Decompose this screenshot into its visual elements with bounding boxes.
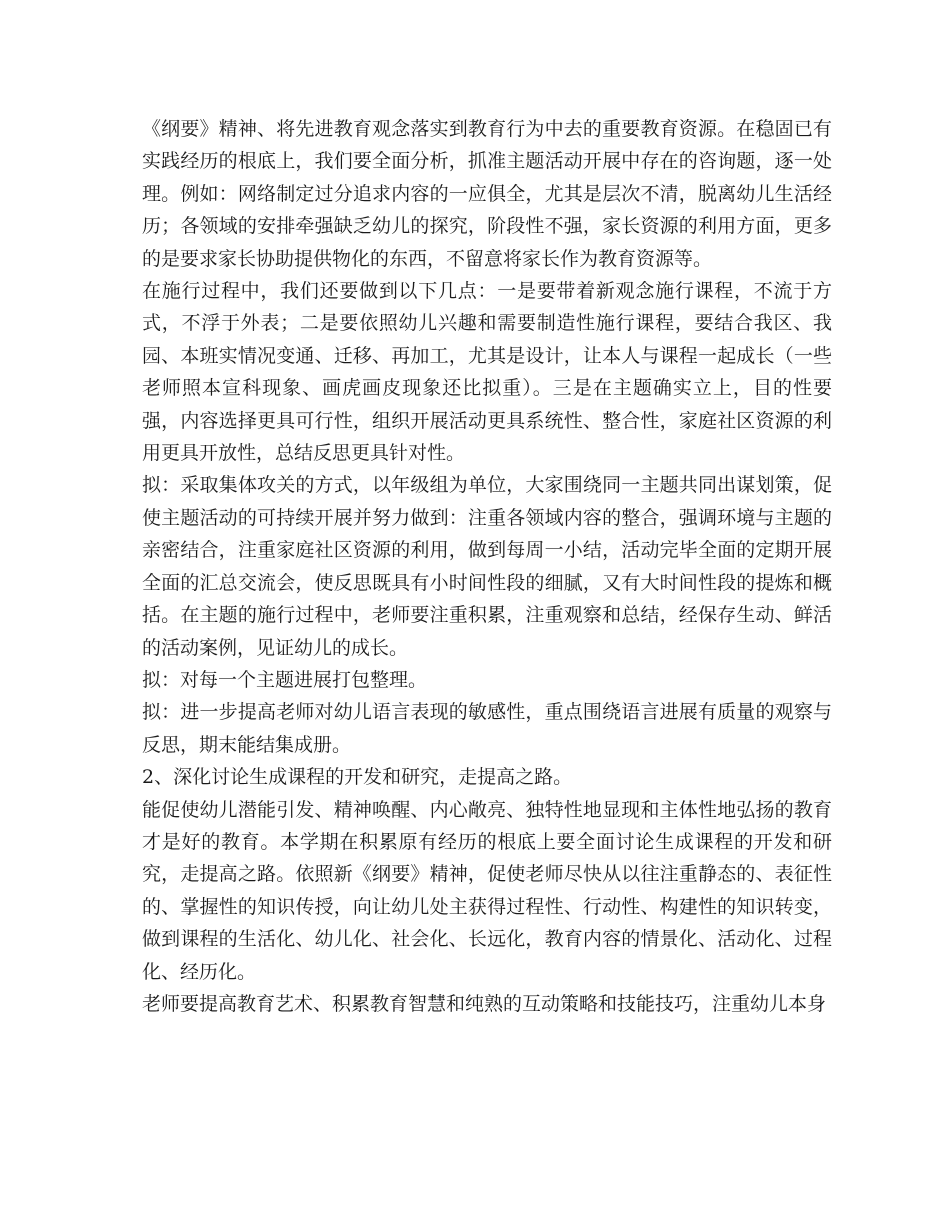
paragraph-implementation-points: 在施行过程中，我们还要做到以下几点：一是要带着新观念施行课程，不流于方式，不浮于外表；二是要依照幼儿兴趣和需要制造性施行课程，要结合我区、我园、本班实情况变通、迁移、再加工，尤其是设计，让本人与课程一起成长（一些老师照本宣科现象、画虎画皮现象还比拟重）。三是在主题确实立上，目的性要强，内容选择更具可行性，组织开展活动更具系统性、整合性，家庭社区资源的利用更具开放性，总结反思更具针对性。 [142, 280, 832, 465]
document-body [142, 113, 832, 1020]
paragraph-good-education: 能促使幼儿潜能引发、精神唤醒、内心敞亮、独特性地显现和主体性地弘扬的教育才是好的教育。本学期在积累原有经历的根底上要全面讨论生成课程的开发和研究，走提高之路。依照新《纲要》精神，促使老师尽快从以往注重静态的、表征性的、掌握性的知识传授，向让幼儿处主获得过程性、行动性、构建性的知识转变，做到课程的生活化、幼儿化、社会化、长远化，教育内容的情景化、活动化、过程化、经历化。 [142, 798, 832, 983]
paragraph-teacher-skills: 老师要提高教育艺术、积累教育智慧和纯熟的互动策略和技能技巧，注重幼儿本身 [142, 992, 827, 1015]
paragraph-plan-collective: 拟：采取集体攻关的方式，以年级组为单位，大家围绕同一主题共同出谋划策，促使主题活动的可持续开展并努力做到：注重各领域内容的整合，强调环境与主题的亲密结合，注重家庭社区资源的利用，做到每周一小结，活动完毕全面的定期开展全面的汇总交流会，使反思既具有小时间性段的细腻，又有大时间性段的提炼和概括。在主题的施行过程中，老师要注重积累，注重观察和总结，经保存生动、鲜活的活动案例，见证幼儿的成长。 [142, 474, 832, 659]
paragraph-plan-language: 拟：进一步提高老师对幼儿语言表现的敏感性，重点围绕语言进展有质量的观察与反思，期末能结集成册。 [142, 701, 832, 756]
paragraph-plan-packaging: 拟：对每一个主题进展打包整理。 [142, 668, 428, 691]
paragraph-intro-resources: 《纲要》精神、将先进教育观念落实到教育行为中去的重要教育资源。在稳固已有实践经历的根底上，我们要全面分析，抓准主题活动开展中存在的咨询题，逐一处理。例如：网络制定过分追求内容的一应俱全，尤其是层次不清，脱离幼儿生活经历；各领域的安排牵强缺乏幼儿的探究，阶段性不强，家长资源的利用方面，更多的是要求家长协助提供物化的东西，不留意将家长作为教育资源等。 [142, 118, 832, 270]
section-heading-generative-curriculum: 2、深化讨论生成课程的开发和研究，走提高之路。 [142, 766, 573, 789]
